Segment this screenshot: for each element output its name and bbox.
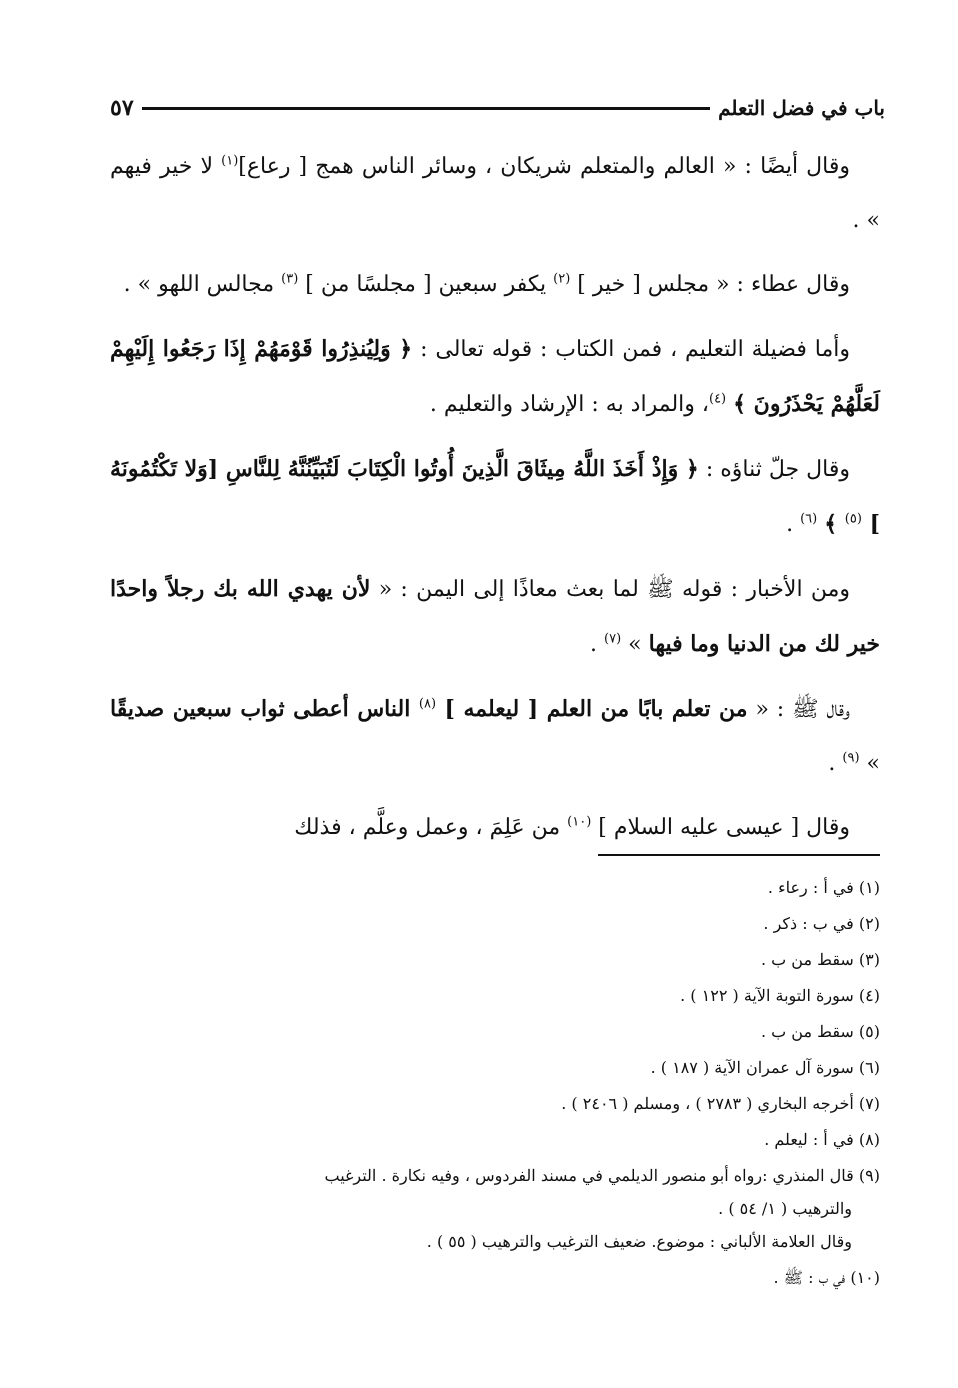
- footnote: وقال العلامة الألباني : موضوع. ضعيف الترغيب والترهيب ( ٥٥ ) .: [426, 1232, 852, 1251]
- footnote: (٦) سورة آل عمران الآية ( ١٨٧ ) .: [650, 1058, 880, 1077]
- footnote: (٨) في أ : ليعلم .: [764, 1130, 880, 1149]
- quoted-text: لأن يهدي الله بك رجلاً واحدًا خير لك من الدنيا وما فيها: [110, 576, 880, 657]
- text-run: .: [590, 632, 605, 657]
- footnote-marker: (١): [221, 153, 239, 169]
- paragraph: [110, 801, 880, 855]
- quoted-text: الناس أعطى ثواب سبعين صديقًا: [110, 696, 419, 722]
- text-run: وقال [ عيسى عليه السلام ]: [591, 815, 850, 840]
- text-run: .: [786, 512, 801, 537]
- text-run: من عَلِمَ ، وعمل وعلَّم ، فذلك: [294, 815, 568, 840]
- footnote-marker: (٦): [800, 511, 818, 527]
- text-run: يكفر سبعين [ مجلسًا من ]: [298, 272, 554, 297]
- text-run: وقال جلّ ثناؤه :: [698, 457, 850, 482]
- text-run: »: [859, 751, 880, 776]
- paragraph: [110, 682, 880, 791]
- header-rule: [142, 107, 710, 110]
- text-run: وقال أيضًا : « العالم والمتعلم شريكان ، وسائر الناس همج [ رعاع]: [238, 154, 850, 179]
- paragraph: [110, 258, 880, 312]
- paragraph: [110, 322, 880, 432]
- footnotes: [110, 870, 880, 1296]
- footnote-separator: [598, 854, 880, 856]
- text-run: .: [828, 751, 843, 776]
- footnote-marker: (٩): [842, 750, 860, 766]
- chapter-title: باب في فضل التعلم: [718, 96, 885, 120]
- paragraph: [110, 562, 880, 672]
- quoted-text: من تعلم بابًا من العلم [ ليعلمه ]: [436, 696, 748, 722]
- text-run: مجالس اللهو » .: [123, 272, 282, 297]
- footnote-marker: (٧): [604, 631, 622, 647]
- page-number: ٥٧: [110, 95, 134, 121]
- footnote: (٧) أخرجه البخاري ( ٢٧٨٣ ) ، ومسلم ( ٢٤٠٦ ) .: [561, 1094, 880, 1113]
- text-run: ومن الأخبار : قوله ﷺ لما بعث معاذًا إلى اليمن : «: [370, 577, 850, 602]
- running-header: [110, 88, 885, 128]
- footnote: (٢) في ب : ذكر .: [763, 914, 880, 933]
- text-run: »: [621, 632, 649, 657]
- paragraph: [110, 442, 880, 552]
- footnote: (٣) سقط من ب .: [760, 950, 880, 969]
- text-run: وقال ﷺ : «: [747, 697, 850, 722]
- quoted-text: ﴿ وَإِذْ أَخَذَ اللَّهُ مِيثَاقَ الَّذِينَ أُوتُوا الْكِتَابَ لَتُبَيِّنُنَّهُ لِلنَّاسِ [وَلا تَكْتُمُونَهُ ]: [110, 456, 880, 537]
- footnote: (١) في أ : رعاء .: [767, 878, 880, 897]
- text-run: وقال عطاء : « مجلس [ خير ]: [570, 272, 850, 297]
- main-text: [110, 140, 880, 865]
- footnote: (٤) سورة التوبة الآية ( ١٢٢ ) .: [680, 986, 880, 1005]
- quoted-text: ﴿ وَلِيُنذِرُوا قَوْمَهُمْ إِذَا رَجَعُوا إِلَيْهِمْ لَعَلَّهُمْ يَحْذَرُونَ ﴾: [110, 336, 880, 417]
- footnote: (١٠) في ب : ﷺ .: [773, 1268, 880, 1287]
- footnote-marker: (٨): [418, 696, 437, 712]
- footnote: والترهيب ( ١/ ٥٤ ) .: [718, 1199, 852, 1218]
- footnote: (٩) قال المنذري :رواه أبو منصور الديلمي في مسند الفردوس ، وفيه نكارة . الترغيب: [324, 1166, 880, 1185]
- quoted-text: ﴾: [824, 511, 845, 537]
- footnote-marker: (١٠): [567, 814, 592, 830]
- footnote: (٥) سقط من ب .: [760, 1022, 880, 1041]
- paragraph: [110, 140, 880, 248]
- footnote-marker: (٣): [281, 271, 299, 287]
- text-run: لا خير فيهم » .: [110, 154, 880, 233]
- footnote-marker: (٢): [553, 271, 571, 287]
- text-run: وأما فضيلة التعليم ، فمن الكتاب : قوله تعالى :: [412, 337, 850, 362]
- footnote-marker: (٥): [844, 511, 862, 527]
- footnote-marker: (٤): [708, 391, 727, 407]
- text-run: ، والمراد به : الإرشاد والتعليم .: [429, 392, 709, 417]
